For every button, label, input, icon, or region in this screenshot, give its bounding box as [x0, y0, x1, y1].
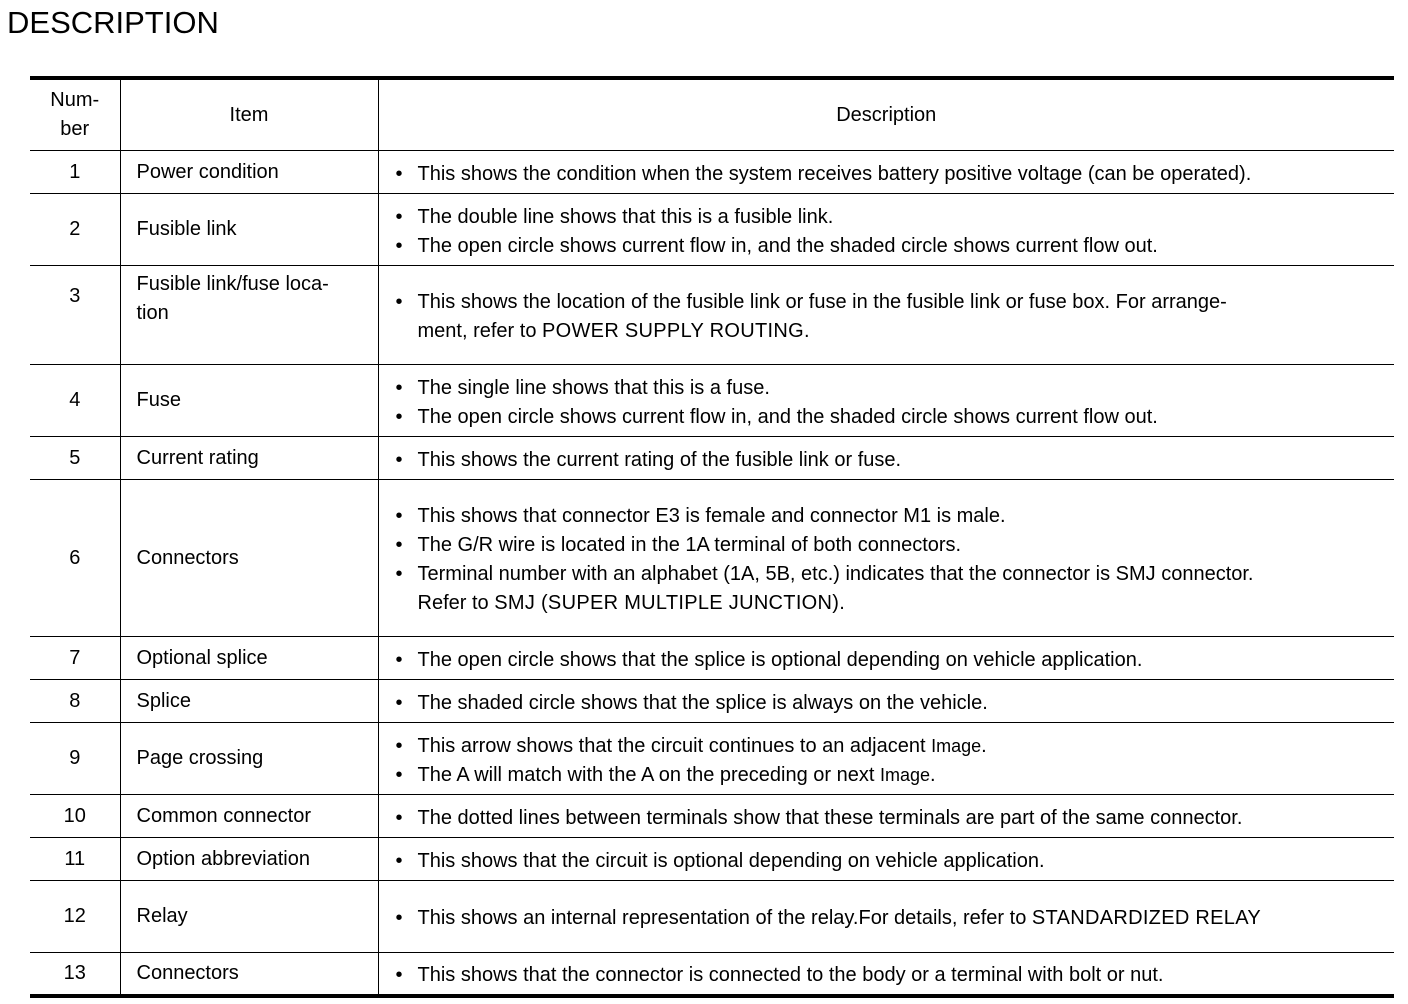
header-item: Item [120, 78, 378, 151]
row-description [378, 881, 1394, 953]
row-description [378, 151, 1394, 194]
table-header-row [30, 78, 1394, 151]
row-number: 11 [30, 838, 120, 881]
row-description [378, 637, 1394, 680]
description-table [30, 76, 1394, 998]
table-row [30, 266, 1394, 365]
row-number: 10 [30, 795, 120, 838]
row-number: 3 [30, 266, 120, 365]
bullet: • This shows that connector E3 is female and connector M1 is male. [395, 502, 1395, 531]
row-description [378, 953, 1394, 996]
row-number: 9 [30, 723, 120, 795]
row-item: Optional splice [120, 637, 378, 680]
bullet: • The shaded circle shows that the splice is always on the vehicle. [395, 689, 1395, 718]
row-item: Connectors [120, 480, 378, 637]
table-row [30, 151, 1394, 194]
row-item: Option abbreviation [120, 838, 378, 881]
table-row [30, 723, 1394, 795]
row-number: 13 [30, 953, 120, 996]
bullet: • The open circle shows current flow in, and the shaded circle shows current flow out. [395, 232, 1395, 261]
bullet: • The dotted lines between terminals show that these terminals are part of the same connector. [395, 804, 1395, 833]
reference-smj[interactable]: SMJ (SUPER MULTIPLE JUNCTION) [494, 592, 840, 614]
row-item: Connectors [120, 953, 378, 996]
row-item: Relay [120, 881, 378, 953]
row-item: Fusible link/fuse loca- tion [120, 266, 378, 365]
row-description [378, 480, 1394, 637]
table-row [30, 838, 1394, 881]
row-item: Power condition [120, 151, 378, 194]
row-description [378, 437, 1394, 480]
row-description [378, 838, 1394, 881]
reference-image[interactable]: Image [880, 764, 931, 785]
bullet: • This shows the current rating of the fusible link or fuse. [395, 446, 1395, 475]
header-description: Description [378, 78, 1394, 151]
row-item: Current rating [120, 437, 378, 480]
header-number: Num- ber [30, 78, 120, 151]
table-row [30, 480, 1394, 637]
bullet: • The G/R wire is located in the 1A terminal of both connectors. [395, 531, 1395, 560]
row-description [378, 723, 1394, 795]
bullet: • The open circle shows current flow in, and the shaded circle shows current flow out. [395, 403, 1395, 432]
bullet: • The A will match with the A on the preceding or next Image. [395, 761, 1395, 790]
row-number: 6 [30, 480, 120, 637]
table-row [30, 437, 1394, 480]
row-number: 12 [30, 881, 120, 953]
bullet: • The double line shows that this is a fusible link. [395, 203, 1395, 232]
reference-power-supply-routing[interactable]: POWER SUPPLY ROUTING [542, 320, 804, 342]
table-row [30, 680, 1394, 723]
row-description [378, 266, 1394, 365]
row-number: 2 [30, 194, 120, 266]
row-number: 7 [30, 637, 120, 680]
row-number: 5 [30, 437, 120, 480]
bullet: • The single line shows that this is a fuse. [395, 374, 1395, 403]
row-item: Splice [120, 680, 378, 723]
bullet: • This shows an internal representation of the relay.For details, refer to STANDARDIZED RELAY [395, 904, 1395, 933]
table-row [30, 637, 1394, 680]
bullet: • This shows the location of the fusible link or fuse in the fusible link or fuse box. For arrange- ment, refer to POWER SUPPLY ROUTING. [395, 288, 1395, 346]
row-item: Fuse [120, 365, 378, 437]
bullet: • This shows that the circuit is optional depending on vehicle application. [395, 847, 1395, 876]
row-description [378, 680, 1394, 723]
row-description [378, 194, 1394, 266]
bullet: • Terminal number with an alphabet (1A, 5B, etc.) indicates that the connector is SMJ connector. Refer to SMJ (SUPER MULTIPLE JUNCTION). [395, 560, 1395, 618]
bullet: • The open circle shows that the splice is optional depending on vehicle application. [395, 646, 1395, 675]
page-title: DESCRIPTION [7, 5, 219, 40]
row-number: 1 [30, 151, 120, 194]
row-description [378, 365, 1394, 437]
table-row [30, 365, 1394, 437]
row-description [378, 795, 1394, 838]
bullet: • This arrow shows that the circuit continues to an adjacent Image. [395, 732, 1395, 761]
bullet: • This shows the condition when the system receives battery positive voltage (can be operated). [395, 160, 1395, 189]
table-row [30, 953, 1394, 996]
row-item: Fusible link [120, 194, 378, 266]
table-row [30, 194, 1394, 266]
row-number: 8 [30, 680, 120, 723]
reference-image[interactable]: Image [931, 735, 982, 756]
row-item: Page crossing [120, 723, 378, 795]
bullet: • This shows that the connector is connected to the body or a terminal with bolt or nut. [395, 961, 1395, 990]
row-item: Common connector [120, 795, 378, 838]
reference-standardized-relay[interactable]: STANDARDIZED RELAY [1031, 907, 1262, 929]
table-row [30, 795, 1394, 838]
table-row [30, 881, 1394, 953]
row-number: 4 [30, 365, 120, 437]
